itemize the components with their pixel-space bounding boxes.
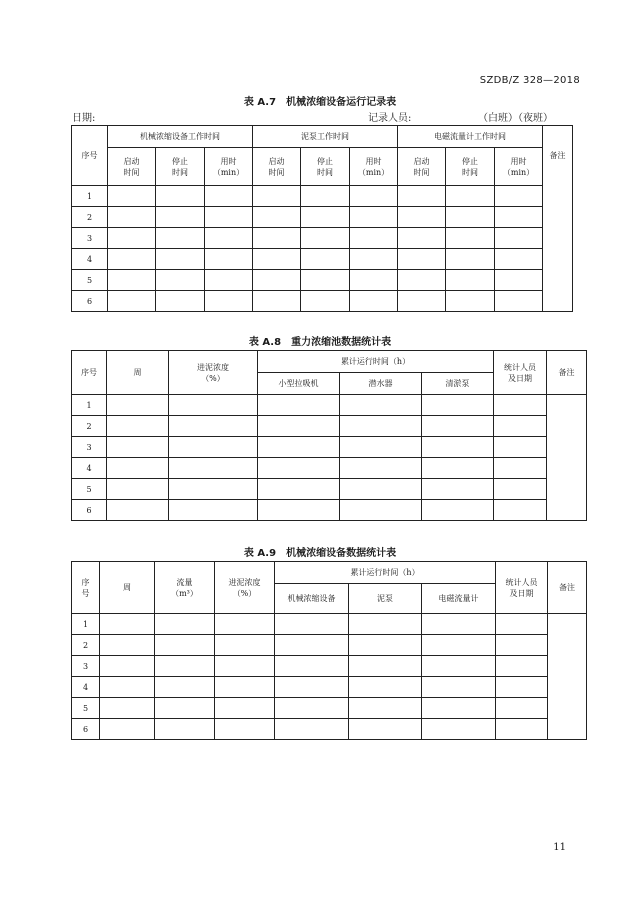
sub-duration: 用时 （min） — [495, 148, 543, 186]
col-header-no: 序 号 — [72, 562, 100, 614]
row-number: 1 — [72, 614, 100, 635]
sub-start: 启动 时间 — [398, 148, 446, 186]
row-number: 3 — [72, 656, 100, 677]
sub-duration: 用时 （min） — [205, 148, 253, 186]
sub-submersible: 潜水器 — [340, 373, 422, 395]
sub-suction-machine: 小型拉吸机 — [258, 373, 340, 395]
row-number: 5 — [72, 479, 107, 500]
standard-number: SZDB/Z 328—2018 — [479, 75, 580, 86]
row-number: 1 — [72, 395, 107, 416]
table-row — [72, 479, 587, 500]
col-header-concentration: 进泥浓度 （%） — [215, 562, 275, 614]
table-row — [72, 719, 587, 740]
sub-start: 启动 时间 — [253, 148, 301, 186]
row-number: 3 — [72, 228, 108, 249]
col-header-no: 序号 — [72, 351, 107, 395]
col-header-week: 周 — [100, 562, 155, 614]
table-row — [72, 437, 587, 458]
col-header-concentration: 进泥浓度 （%） — [169, 351, 258, 395]
row-number: 6 — [72, 500, 107, 521]
row-number: 2 — [72, 416, 107, 437]
row-number: 2 — [72, 635, 100, 656]
sub-stop: 停止 时间 — [156, 148, 205, 186]
col-group-runtime: 累计运行时间（h） — [275, 562, 496, 584]
table-row — [72, 186, 573, 207]
table-row — [72, 458, 587, 479]
col-header-stat: 统计人员 及日期 — [494, 351, 547, 395]
col-header-remark: 备注 — [548, 562, 587, 614]
page-number: 11 — [553, 842, 566, 853]
col-header-remark: 备注 — [547, 351, 587, 395]
row-number: 5 — [72, 270, 108, 291]
table-row — [72, 416, 587, 437]
sub-start: 启动 时间 — [108, 148, 156, 186]
recorder-label: 记录人员: — [368, 113, 412, 124]
col-header-no: 序号 — [72, 126, 108, 186]
table-row — [72, 635, 587, 656]
col-header-stat: 统计人员 及日期 — [496, 562, 548, 614]
sub-thickener: 机械浓缩设备 — [275, 584, 349, 614]
col-header-week: 周 — [107, 351, 169, 395]
table-a9-caption: 表 A.9 机械浓缩设备数据统计表 — [243, 548, 397, 559]
table-row — [72, 656, 587, 677]
col-group-pump: 泥泵工作时间 — [253, 126, 398, 148]
shift-label: （白班）（夜班） — [478, 113, 553, 124]
table-row — [72, 270, 573, 291]
col-header-flow: 流量 （m³） — [155, 562, 215, 614]
table-a7 — [71, 125, 573, 312]
sub-dredge-pump: 清淤泵 — [422, 373, 494, 395]
sub-sludge-pump: 泥泵 — [349, 584, 422, 614]
row-number: 2 — [72, 207, 108, 228]
table-row — [72, 395, 587, 416]
date-label: 日期: — [72, 113, 96, 124]
table-a8 — [71, 350, 587, 521]
col-group-thickener: 机械浓缩设备工作时间 — [108, 126, 253, 148]
row-number: 4 — [72, 249, 108, 270]
sub-stop: 停止 时间 — [446, 148, 495, 186]
table-row — [72, 500, 587, 521]
table-a9 — [71, 561, 587, 740]
row-number: 6 — [72, 291, 108, 312]
sub-duration: 用时 （min） — [350, 148, 398, 186]
table-row — [72, 698, 587, 719]
row-number: 5 — [72, 698, 100, 719]
col-header-remark: 备注 — [543, 126, 573, 312]
table-row — [72, 677, 587, 698]
row-number: 1 — [72, 186, 108, 207]
sub-flowmeter: 电磁流量计 — [422, 584, 496, 614]
col-group-flowmeter: 电磁流量计工作时间 — [398, 126, 543, 148]
table-row — [72, 291, 573, 312]
table-row — [72, 207, 573, 228]
row-number: 3 — [72, 437, 107, 458]
table-a7-caption: 表 A.7 机械浓缩设备运行记录表 — [243, 97, 397, 108]
row-number: 4 — [72, 677, 100, 698]
table-a8-caption: 表 A.8 重力浓缩池数据统计表 — [248, 337, 392, 348]
table-row — [72, 249, 573, 270]
table-row — [72, 614, 587, 635]
col-group-runtime: 累计运行时间（h） — [258, 351, 494, 373]
row-number: 4 — [72, 458, 107, 479]
sub-stop: 停止 时间 — [301, 148, 350, 186]
table-row — [72, 228, 573, 249]
row-number: 6 — [72, 719, 100, 740]
